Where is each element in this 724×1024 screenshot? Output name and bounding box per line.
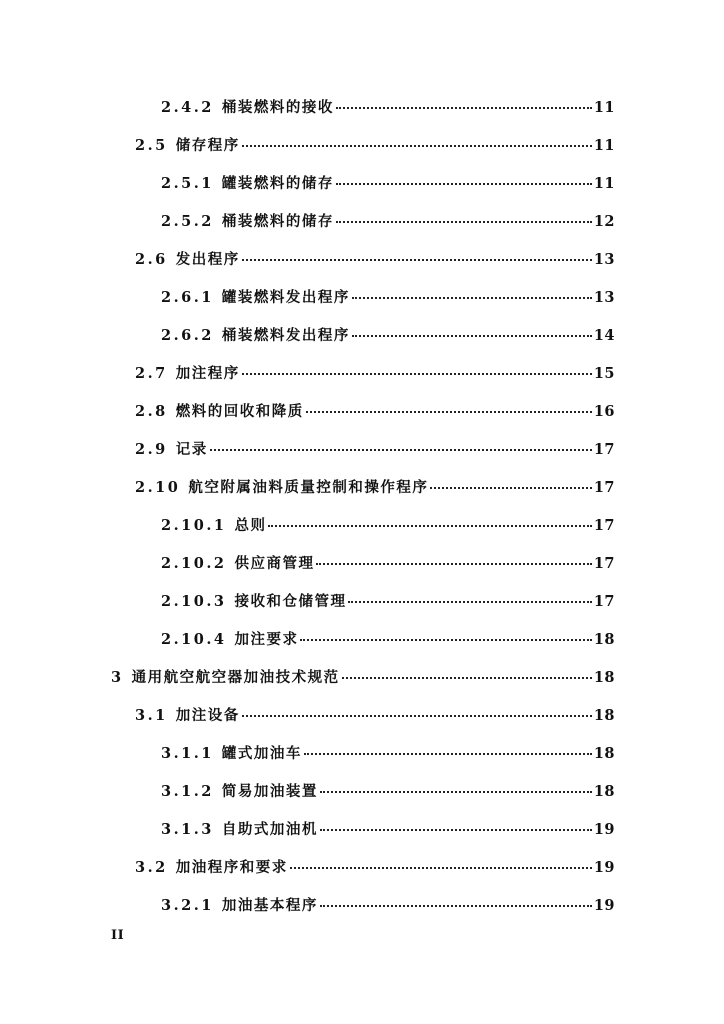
- toc-leader-dots: [342, 677, 592, 679]
- toc-entry-number: 2.4.2: [161, 98, 214, 116]
- toc-entry[interactable]: [0, 353, 724, 391]
- toc-entry[interactable]: [0, 391, 724, 429]
- toc-entry-number: 2.6: [135, 250, 168, 268]
- toc-entry-line: [135, 438, 615, 459]
- toc-leader-dots: [300, 639, 591, 641]
- toc-entry-line: [135, 248, 615, 269]
- toc-entry-page: 13: [593, 288, 615, 306]
- toc-entry[interactable]: [0, 429, 724, 467]
- toc-entry-title: 加油基本程序: [221, 896, 318, 914]
- toc-entry-line: [135, 476, 615, 497]
- toc-entry[interactable]: [0, 163, 724, 201]
- toc-entry-number: 2.10.4: [161, 630, 227, 648]
- toc-entry[interactable]: [0, 505, 724, 543]
- toc-leader-dots: [268, 525, 591, 527]
- toc-leader-dots: [242, 373, 592, 375]
- toc-entry-title: 加注程序: [175, 364, 240, 382]
- toc-entry-page: 17: [593, 478, 615, 496]
- toc-leader-dots: [320, 829, 592, 831]
- toc-entry-page: 19: [593, 858, 615, 876]
- toc-entry-page: 18: [593, 744, 615, 762]
- toc-entry-line: [161, 894, 615, 915]
- toc-entry-number: 3.1.3: [161, 820, 214, 838]
- page-number: II: [111, 928, 125, 943]
- toc-entry-number: 2.5.1: [161, 174, 214, 192]
- toc-entry-page: 17: [593, 440, 615, 458]
- toc-leader-dots: [352, 335, 592, 337]
- toc-entry-line: [161, 552, 615, 573]
- toc-entry-line: [135, 400, 615, 421]
- toc-leader-dots: [306, 411, 592, 413]
- toc-entry-title: 加注设备: [175, 706, 240, 724]
- toc-entry-line: [135, 704, 615, 725]
- toc-leader-dots: [290, 867, 592, 869]
- toc-leader-dots: [336, 107, 592, 109]
- toc-entry-title: 总则: [234, 516, 267, 534]
- toc-entry[interactable]: [0, 467, 724, 505]
- toc-entry[interactable]: [0, 87, 724, 125]
- toc-entry-title: 燃料的回收和降质: [175, 402, 304, 420]
- toc-entry-title: 简易加油装置: [221, 782, 318, 800]
- toc-leader-dots: [304, 753, 592, 755]
- toc-entry-title: 接收和仓储管理: [234, 592, 347, 610]
- toc-entry-number: 2.10.2: [161, 554, 227, 572]
- toc-entry-number: 2.5.2: [161, 212, 214, 230]
- toc-entry-page: 15: [593, 364, 615, 382]
- toc-entry-page: 11: [593, 174, 615, 192]
- toc-entry-page: 11: [593, 98, 615, 116]
- toc-entry-number: 2.10.3: [161, 592, 227, 610]
- toc-entry-line: [161, 742, 615, 763]
- toc-entry-line: [111, 666, 615, 687]
- toc-entry-title: 通用航空航空器加油技术规范: [131, 668, 340, 686]
- toc-entry[interactable]: [0, 733, 724, 771]
- toc-entry-page: 18: [593, 706, 615, 724]
- toc-entry[interactable]: [0, 125, 724, 163]
- toc-entry[interactable]: [0, 885, 724, 923]
- toc-entry[interactable]: [0, 619, 724, 657]
- toc-entry-line: [161, 324, 615, 345]
- toc-entry-number: 2.8: [135, 402, 168, 420]
- toc-entry-title: 加油程序和要求: [175, 858, 288, 876]
- toc-entry-title: 罐装燃料的储存: [221, 174, 334, 192]
- toc-entry[interactable]: [0, 657, 724, 695]
- toc-entry-line: [135, 362, 615, 383]
- toc-entry-number: 3.1.1: [161, 744, 214, 762]
- toc-entry-number: 2.10: [135, 478, 181, 496]
- table-of-contents: [0, 87, 724, 923]
- toc-entry[interactable]: [0, 847, 724, 885]
- toc-entry[interactable]: [0, 771, 724, 809]
- toc-entry-title: 桶装燃料发出程序: [221, 326, 350, 344]
- toc-entry[interactable]: [0, 543, 724, 581]
- toc-entry-title: 记录: [175, 440, 208, 458]
- toc-leader-dots: [242, 145, 592, 147]
- toc-entry-number: 2.6.2: [161, 326, 214, 344]
- toc-entry-title: 供应商管理: [234, 554, 315, 572]
- toc-leader-dots: [242, 259, 592, 261]
- toc-entry[interactable]: [0, 581, 724, 619]
- toc-entry-title: 储存程序: [175, 136, 240, 154]
- toc-leader-dots: [316, 563, 591, 565]
- toc-entry-title: 桶装燃料的接收: [221, 98, 334, 116]
- toc-entry-line: [161, 96, 615, 117]
- toc-entry-line: [135, 134, 615, 155]
- toc-entry-line: [161, 590, 615, 611]
- toc-entry-page: 13: [593, 250, 615, 268]
- toc-leader-dots: [352, 297, 592, 299]
- toc-entry-line: [161, 818, 615, 839]
- toc-entry-number: 3.2: [135, 858, 168, 876]
- toc-leader-dots: [348, 601, 591, 603]
- toc-entry-line: [161, 514, 615, 535]
- toc-entry-page: 18: [593, 782, 615, 800]
- toc-leader-dots: [430, 487, 591, 489]
- toc-entry-number: 3.2.1: [161, 896, 214, 914]
- toc-entry-line: [161, 286, 615, 307]
- toc-entry-page: 19: [593, 896, 615, 914]
- toc-leader-dots: [320, 791, 592, 793]
- toc-entry-number: 2.9: [135, 440, 168, 458]
- toc-entry-page: 12: [593, 212, 615, 230]
- toc-entry-title: 加注要求: [234, 630, 299, 648]
- toc-entry-line: [135, 856, 615, 877]
- toc-entry-number: 3.1.2: [161, 782, 214, 800]
- toc-entry-title: 航空附属油料质量控制和操作程序: [188, 478, 429, 496]
- toc-entry[interactable]: [0, 239, 724, 277]
- toc-leader-dots: [210, 449, 592, 451]
- toc-entry-page: 18: [593, 668, 615, 686]
- toc-entry-page: 16: [593, 402, 615, 420]
- toc-entry-title: 自助式加油机: [221, 820, 318, 838]
- toc-entry[interactable]: [0, 695, 724, 733]
- toc-entry-line: [161, 780, 615, 801]
- toc-leader-dots: [242, 715, 592, 717]
- toc-entry-page: 11: [593, 136, 615, 154]
- toc-entry-number: 2.6.1: [161, 288, 214, 306]
- toc-entry-title: 罐式加油车: [221, 744, 302, 762]
- toc-entry-title: 罐装燃料发出程序: [221, 288, 350, 306]
- toc-entry-number: 3.1: [135, 706, 168, 724]
- toc-entry-page: 14: [593, 326, 615, 344]
- toc-entry-title: 发出程序: [175, 250, 240, 268]
- toc-leader-dots: [320, 905, 592, 907]
- toc-entry[interactable]: [0, 201, 724, 239]
- toc-entry-number: 2.10.1: [161, 516, 227, 534]
- toc-entry-number: 3: [111, 668, 124, 686]
- toc-entry-title: 桶装燃料的储存: [221, 212, 334, 230]
- toc-entry[interactable]: [0, 809, 724, 847]
- toc-entry-line: [161, 172, 615, 193]
- toc-entry-page: 17: [593, 554, 615, 572]
- toc-entry-page: 19: [593, 820, 615, 838]
- toc-entry[interactable]: [0, 315, 724, 353]
- toc-leader-dots: [336, 221, 592, 223]
- toc-entry[interactable]: [0, 277, 724, 315]
- toc-entry-line: [161, 210, 615, 231]
- toc-entry-line: [161, 628, 615, 649]
- toc-entry-page: 17: [593, 516, 615, 534]
- toc-entry-number: 2.7: [135, 364, 168, 382]
- toc-leader-dots: [336, 183, 592, 185]
- toc-entry-page: 18: [593, 630, 615, 648]
- toc-entry-number: 2.5: [135, 136, 168, 154]
- toc-entry-page: 17: [593, 592, 615, 610]
